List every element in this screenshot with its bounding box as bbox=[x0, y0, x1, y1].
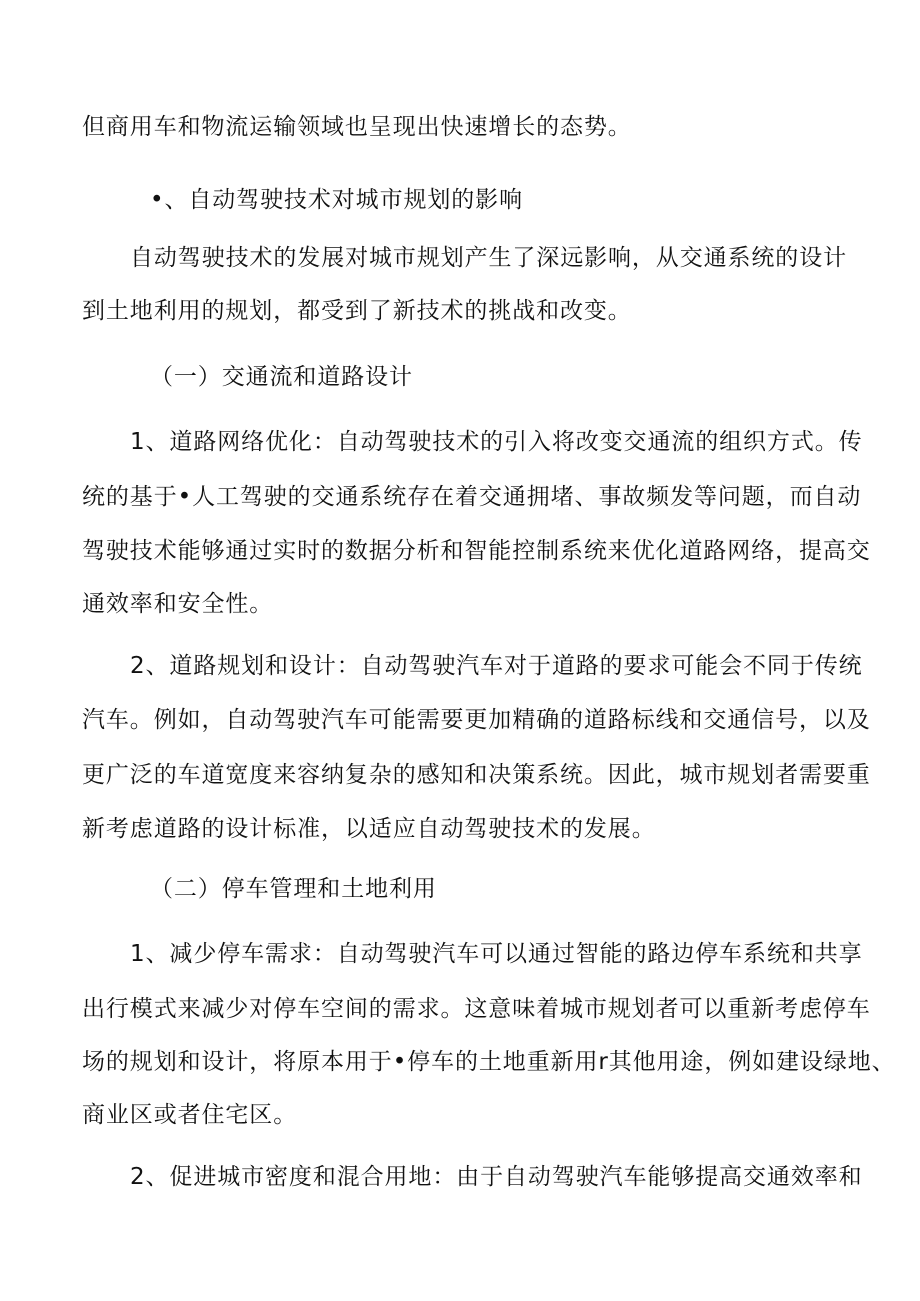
text-line: 1、道路网络优化：自动驾驶技术的引入将改变交通流的组织方式。传 bbox=[130, 429, 863, 455]
text-line: 到土地利用的规划，都受到了新技术的挑战和改变。 bbox=[82, 298, 632, 324]
subsection-heading: （二）停车管理和土地利用 bbox=[150, 876, 437, 902]
text-line: 更广泛的车道宽度来容纳复杂的感知和决策系统。因此，城市规划者需要重 bbox=[82, 762, 871, 788]
text-line: 汽车。例如，自动驾驶汽车可能需要更加精确的道路标线和交通信号，以及 bbox=[82, 707, 871, 733]
text-line: 1、减少停车需求：自动驾驶汽车可以通过智能的路边停车系统和共享 bbox=[130, 941, 863, 967]
subsection-heading: （一）交通流和道路设计 bbox=[150, 364, 413, 390]
text-line: 但商用车和物流运输领域也呈现出快速增长的态势。 bbox=[82, 114, 632, 140]
text-line: 驾驶技术能够通过实时的数据分析和智能控制系统来优化道路网络，提高交 bbox=[82, 538, 871, 564]
text-line: 新考虑道路的设计标准，以适应自动驾驶技术的发展。 bbox=[82, 816, 656, 842]
section-heading: •、自动驾驶技术对城市规划的影响 bbox=[150, 187, 523, 213]
text-line: 通效率和安全性。 bbox=[82, 591, 274, 617]
text-line: 自动驾驶技术的发展对城市规划产生了深远影响，从交通系统的设计 bbox=[130, 245, 847, 271]
text-line: 场的规划和设计，将原本用于•停车的土地重新用r其他用途，例如建设绿地、 bbox=[82, 1049, 896, 1075]
text-line: 2、道路规划和设计：自动驾驶汽车对于道路的要求可能会不同于传统 bbox=[130, 653, 863, 679]
text-line: 出行模式来减少对停车空间的需求。这意味着城市规划者可以重新考虑停车 bbox=[82, 996, 871, 1022]
text-line: 2、促进城市密度和混合用地：由于自动驾驶汽车能够提高交通效率和 bbox=[130, 1164, 863, 1190]
text-line: 商业区或者住宅区。 bbox=[82, 1102, 298, 1128]
text-line: 统的基于•人工驾驶的交通系统存在着交通拥堵、事故频发等问题，而自动 bbox=[82, 484, 862, 510]
